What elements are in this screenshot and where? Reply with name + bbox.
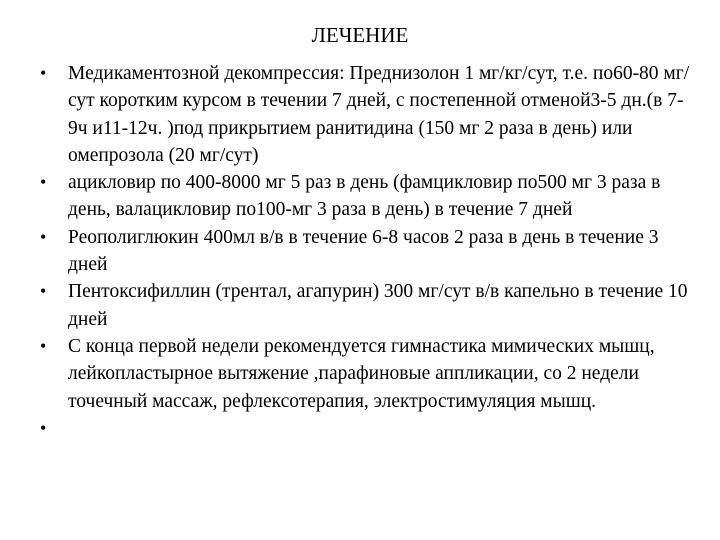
list-item [40,333,690,415]
bullet-icon: • [40,417,47,438]
list-item [40,278,690,333]
treatment-list [40,60,690,442]
list-item-text: Медикаментозной декомпрессия: Преднизолон 1 мг/кг/сут, т.е. по60-80 мг/сут коротким курсом в течении 7 дней, с постепенной отменой3-5 дн.(в 7-9ч и11-12ч. )под прикрытием ранитидина (150 мг 2 раза в день) или омепрозола (20 мг/сут) [68,63,690,166]
list-item [40,224,690,279]
bullet-icon: • [40,172,47,193]
list-item [40,60,690,169]
bullet-icon: • [40,63,47,83]
list-item-empty [40,415,690,442]
bullet-icon: • [40,226,47,247]
slide-title-text: ЛЕЧЕНИЕ [311,23,409,47]
list-item-text [68,415,690,442]
bullet-icon: • [40,335,47,356]
bullet-icon: • [40,281,47,302]
list-item [40,169,690,224]
list-item-text: С конца первой недели рекомендуется гимнастика мимических мышц, лейкопластырное вытяжение ,парафиновые аппликации, со 2 недели точечный массаж, рефлексотерапия, электростимуляция мышц. [68,335,655,412]
slide-title [0,22,720,48]
list-item-text: Реополиглюкин 400мл в/в в течение 6-8 часов 2 раза в день в течение 3 дней [68,226,659,276]
list-item-text: ацикловир по 400-8000 мг 5 раз в день (фамцикловир по500 мг 3 раза в день, валацикловир по100-мг 3 раза в день) в течение 7 дней [68,172,661,221]
list-item-text: Пентоксифиллин (трентал, агапурин) 300 мг/сут в/в капельно в течение 10 дней [68,281,688,330]
